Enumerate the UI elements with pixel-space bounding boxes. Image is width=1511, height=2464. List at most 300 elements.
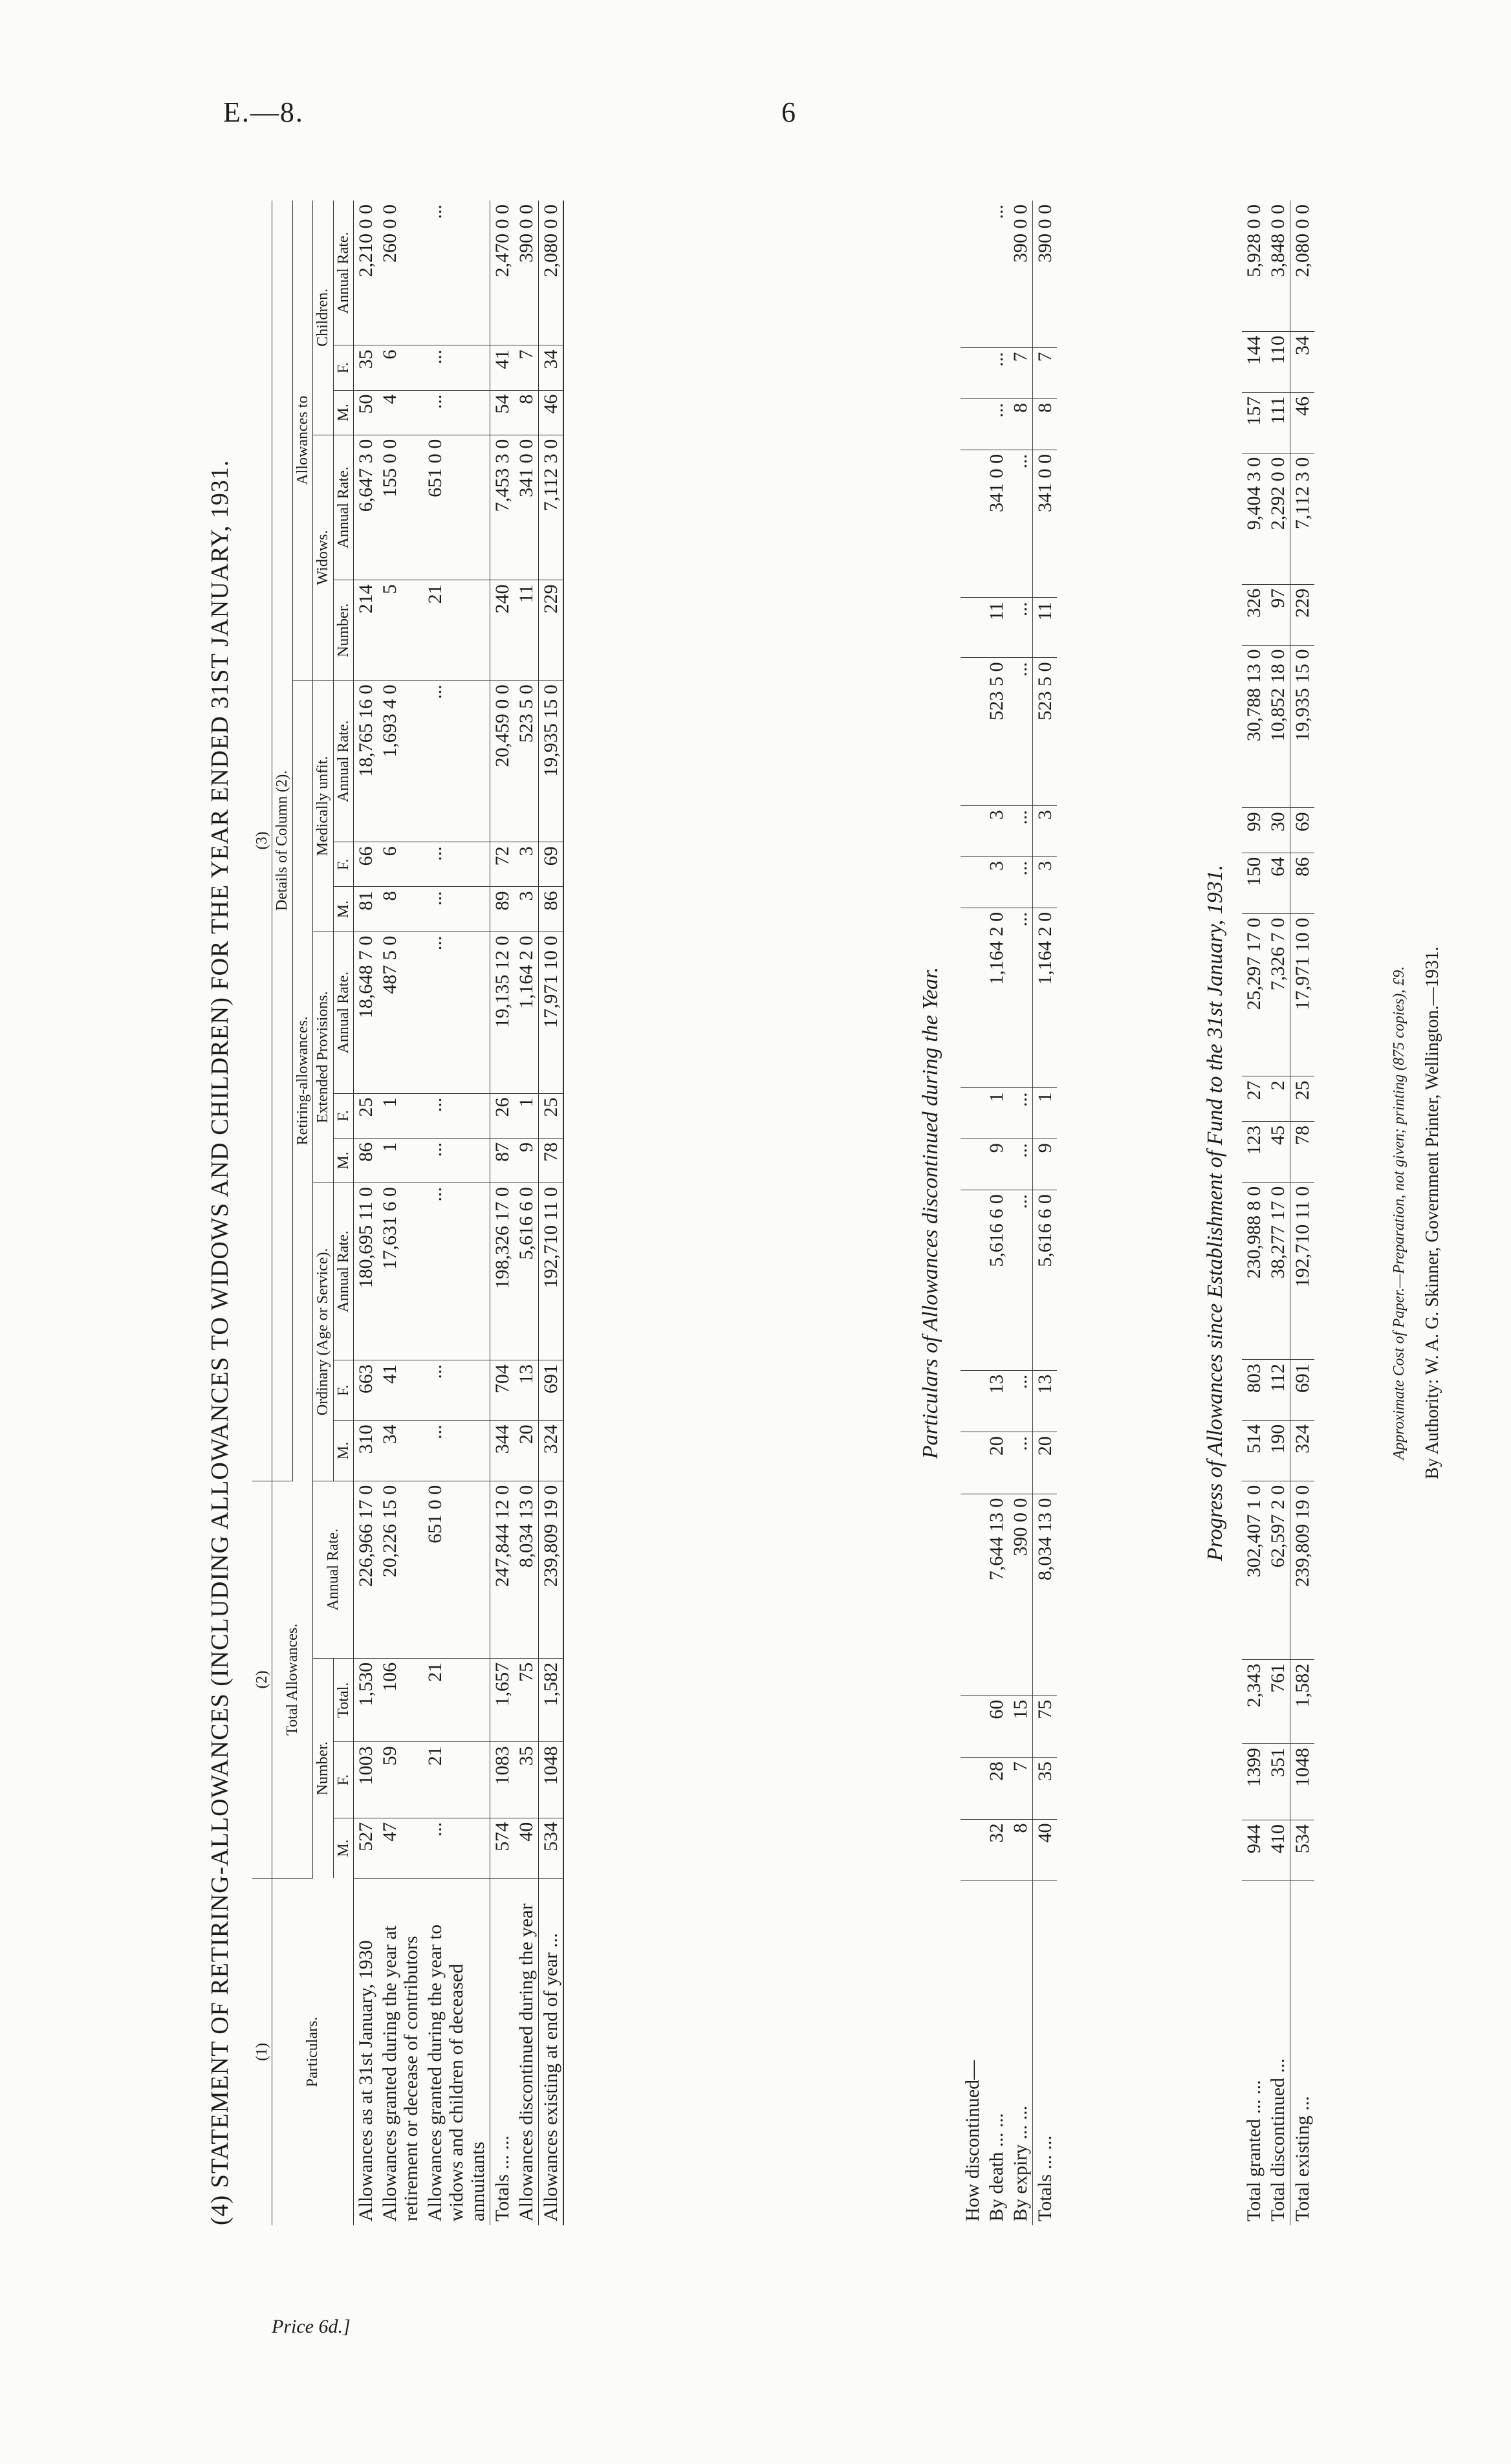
table-cell: 3 bbox=[1033, 857, 1058, 908]
table-cell: 351 bbox=[1266, 1744, 1290, 1820]
discontinued-title: Particulars of Allowances discontinued during the Year. bbox=[919, 966, 942, 1459]
table-cell: 7 bbox=[1008, 348, 1033, 399]
table-cell: 944 bbox=[1242, 1820, 1266, 1881]
f-head: F. bbox=[333, 842, 353, 887]
table-cell: 27 bbox=[1242, 1076, 1266, 1122]
table-cell: 66 bbox=[353, 842, 378, 887]
table-cell: 26 bbox=[490, 1093, 514, 1138]
table-cell: 18,765 16 0 bbox=[353, 681, 378, 842]
table-cell: 1,693 4 0 bbox=[378, 681, 423, 842]
table-cell: 240 bbox=[490, 580, 514, 681]
table-cell: ... bbox=[1008, 1432, 1033, 1494]
table-cell: 1,582 bbox=[1290, 1659, 1315, 1743]
table-cell: 41 bbox=[378, 1360, 423, 1421]
table-cell: 20 bbox=[984, 1432, 1008, 1494]
table-cell: ... bbox=[984, 399, 1008, 450]
table-cell: 34 bbox=[538, 345, 563, 390]
table-cell: 17,971 10 0 bbox=[1290, 913, 1315, 1076]
table-cell: 5 bbox=[378, 580, 423, 681]
table-cell: 8 bbox=[1008, 1819, 1033, 1881]
table-cell bbox=[961, 1819, 984, 1881]
price-note: Price 6d.] bbox=[272, 2316, 351, 2337]
ordinary-head: Ordinary (Age or Service). bbox=[313, 1183, 333, 1481]
number-head: Number. bbox=[313, 1658, 333, 1878]
table-cell: 5,616 6 0 bbox=[1033, 1190, 1058, 1371]
table-cell: 86 bbox=[538, 887, 563, 932]
table-cell: 20 bbox=[514, 1421, 539, 1481]
table-cell: 8 bbox=[1033, 399, 1058, 450]
table-cell: 7,112 3 0 bbox=[538, 435, 563, 580]
table-cell: 25 bbox=[353, 1093, 378, 1138]
table-cell: 1 bbox=[378, 1138, 423, 1183]
table-cell: ... bbox=[1008, 806, 1033, 857]
progress-title: Progress of Allowances since Establishment of Fund to the 31st January, 1931. bbox=[1203, 864, 1227, 1562]
table-row bbox=[423, 201, 490, 2225]
table-cell: 344 bbox=[490, 1421, 514, 1481]
table-cell: 691 bbox=[1290, 1360, 1315, 1421]
table-row bbox=[1242, 201, 1266, 2225]
table-cell: 514 bbox=[1242, 1420, 1266, 1481]
table-cell: 1,530 bbox=[353, 1658, 378, 1741]
row-label: Totals ... ... bbox=[1033, 1881, 1058, 2226]
table-cell: 310 bbox=[353, 1421, 378, 1481]
table-cell: 106 bbox=[378, 1658, 423, 1741]
table-cell: 8 bbox=[514, 390, 539, 435]
table-cell bbox=[961, 201, 984, 348]
table-cell: 2,210 0 0 bbox=[353, 201, 378, 345]
table-cell: 527 bbox=[353, 1818, 378, 1878]
row-label: By expiry ... ... bbox=[1010, 2105, 1031, 2221]
table-cell: 534 bbox=[1290, 1820, 1315, 1881]
table-cell: 72 bbox=[490, 842, 514, 887]
row-label: Totals ... ... bbox=[490, 1879, 514, 2226]
table-cell: 75 bbox=[1033, 1695, 1058, 1757]
table-cell: 7,453 3 0 bbox=[490, 435, 514, 580]
rotated-statement bbox=[206, 188, 1442, 2225]
row-label: Allowances granted during the year to widows and children of deceased annuitants bbox=[424, 1924, 488, 2221]
table-cell: 8,034 13 0 bbox=[514, 1481, 539, 1658]
table-cell: 5,616 6 0 bbox=[514, 1183, 539, 1360]
table-cell: 239,809 19 0 bbox=[538, 1481, 563, 1658]
table-cell: 34 bbox=[378, 1421, 423, 1481]
extended-head: Extended Provisions. bbox=[313, 932, 333, 1183]
table-cell: 192,710 11 0 bbox=[538, 1183, 563, 1360]
table-cell: 34 bbox=[1290, 331, 1315, 392]
table-cell: 144 bbox=[1242, 331, 1266, 392]
table-cell: 59 bbox=[378, 1742, 423, 1818]
table-cell: 2,292 0 0 bbox=[1266, 453, 1290, 584]
table-cell: 2,470 0 0 bbox=[490, 201, 514, 345]
table-cell bbox=[961, 399, 984, 450]
annual-rate-head: Annual Rate. bbox=[313, 1481, 354, 1658]
table-cell: 46 bbox=[538, 390, 563, 435]
table-cell: 87 bbox=[490, 1138, 514, 1183]
table-cell: 2 bbox=[1266, 1076, 1290, 1122]
table-cell: ... bbox=[984, 201, 1008, 348]
table-cell: 17,631 6 0 bbox=[378, 1183, 423, 1360]
table-cell: 1003 bbox=[353, 1742, 378, 1818]
table-cell: 247,844 12 0 bbox=[490, 1481, 514, 1658]
table-cell: ... bbox=[423, 1421, 490, 1481]
table-cell: 7,326 7 0 bbox=[1266, 913, 1290, 1076]
table-cell: 10,852 18 0 bbox=[1266, 645, 1290, 808]
table-cell: ... bbox=[423, 887, 490, 932]
f-head: F. bbox=[333, 1742, 353, 1818]
table-cell: 112 bbox=[1266, 1360, 1290, 1421]
table-cell bbox=[961, 348, 984, 399]
total-allowances-head: Total Allowances. bbox=[272, 1481, 313, 1878]
table-cell: 3 bbox=[514, 887, 539, 932]
table-cell: 15 bbox=[1008, 1695, 1033, 1757]
table-cell: 20 bbox=[1033, 1432, 1058, 1494]
table-cell bbox=[961, 1088, 984, 1139]
table-cell bbox=[961, 1370, 984, 1432]
table-cell: 7,112 3 0 bbox=[1290, 453, 1315, 584]
table-cell: 2,080 0 0 bbox=[538, 201, 563, 345]
table-cell: 3 bbox=[984, 806, 1008, 857]
table-cell: 19,135 12 0 bbox=[490, 932, 514, 1093]
table-cell: 1,164 2 0 bbox=[514, 932, 539, 1093]
table-cell: ... bbox=[984, 348, 1008, 399]
row-label: Total discontinued ... bbox=[1267, 2058, 1288, 2221]
m-head: M. bbox=[333, 887, 353, 932]
table-cell: 523 5 0 bbox=[1033, 658, 1058, 806]
table-cell: 229 bbox=[1290, 584, 1315, 645]
annual-rate-head: Annual Rate. bbox=[333, 932, 353, 1093]
table-cell: ... bbox=[1008, 658, 1033, 806]
table-cell: 523 5 0 bbox=[984, 658, 1008, 806]
table-cell: 54 bbox=[490, 390, 514, 435]
table-cell: 1083 bbox=[490, 1742, 514, 1818]
table-cell: 19,935 15 0 bbox=[538, 681, 563, 842]
row-label: Allowances granted during the year at retirement or decease of contributors bbox=[378, 1925, 422, 2221]
authority-note: By Authority: W. A. G. Skinner, Government Printer, Wellington.—1931. bbox=[1422, 946, 1442, 1479]
table-cell: 803 bbox=[1242, 1360, 1266, 1421]
table-cell: 574 bbox=[490, 1818, 514, 1878]
table-cell: ... bbox=[423, 932, 490, 1093]
table-cell: 25,297 17 0 bbox=[1242, 913, 1266, 1076]
table-cell: ... bbox=[423, 1183, 490, 1360]
table-cell: 123 bbox=[1242, 1122, 1266, 1183]
table-cell: 35 bbox=[353, 345, 378, 390]
table-cell: ... bbox=[423, 1093, 490, 1138]
table-cell bbox=[961, 1494, 984, 1695]
table-cell: 6,647 3 0 bbox=[353, 435, 378, 580]
table-cell: 78 bbox=[538, 1138, 563, 1183]
table-cell: 651 0 0 bbox=[423, 1481, 490, 1658]
table-row bbox=[961, 201, 984, 2225]
table-cell: 192,710 11 0 bbox=[1290, 1182, 1315, 1359]
table-cell: 155 0 0 bbox=[378, 435, 423, 580]
table-cell: 3 bbox=[514, 842, 539, 887]
table-cell: 62,597 2 0 bbox=[1266, 1481, 1290, 1659]
table-cell: 35 bbox=[1033, 1758, 1058, 1819]
table-row bbox=[1266, 201, 1290, 2225]
table-cell bbox=[961, 1190, 984, 1371]
table-cell: 30,788 13 0 bbox=[1242, 645, 1266, 808]
table-cell: 13 bbox=[984, 1370, 1008, 1432]
table-cell: 13 bbox=[514, 1360, 539, 1421]
table-cell: 110 bbox=[1266, 331, 1290, 392]
col-1-head: (1) bbox=[252, 1879, 272, 2226]
table-cell: 69 bbox=[538, 842, 563, 887]
total-head: Total. bbox=[333, 1658, 353, 1741]
table-cell: ... bbox=[1008, 1139, 1033, 1190]
details-head: Details of Column (2). bbox=[272, 201, 292, 1481]
table-cell: 410 bbox=[1266, 1820, 1290, 1881]
medically-head: Medically unfit. bbox=[313, 681, 333, 932]
annual-rate-head: Annual Rate. bbox=[333, 1183, 353, 1360]
table-row bbox=[538, 201, 563, 2225]
table-cell: 3,848 0 0 bbox=[1266, 201, 1290, 331]
children-head: Children. bbox=[313, 201, 333, 435]
table-cell: 239,809 19 0 bbox=[1290, 1481, 1315, 1659]
particulars-head: Particulars. bbox=[272, 1879, 354, 2226]
table-cell: 13 bbox=[1033, 1370, 1058, 1432]
table-cell: ... bbox=[1008, 1370, 1033, 1432]
table-cell: 38,277 17 0 bbox=[1266, 1182, 1290, 1359]
table-cell: 32 bbox=[984, 1819, 1008, 1881]
table-cell: 81 bbox=[353, 887, 378, 932]
table-cell: 86 bbox=[1290, 853, 1315, 913]
annual-rate-head: Annual Rate. bbox=[333, 435, 353, 580]
table-cell: 25 bbox=[1290, 1076, 1315, 1122]
number-head: Number. bbox=[333, 580, 353, 681]
table-cell: 99 bbox=[1242, 808, 1266, 853]
table-cell: 11 bbox=[1033, 598, 1058, 658]
table-cell bbox=[961, 598, 984, 658]
table-row bbox=[1033, 201, 1058, 2225]
table-cell: 20,226 15 0 bbox=[378, 1481, 423, 1658]
table-cell: 6 bbox=[378, 345, 423, 390]
table-cell: 326 bbox=[1242, 584, 1266, 645]
table-cell: ... bbox=[423, 1138, 490, 1183]
table-cell: 8 bbox=[1008, 399, 1033, 450]
table-cell: ... bbox=[423, 1818, 490, 1878]
table-cell: ... bbox=[423, 390, 490, 435]
table-cell: 651 0 0 bbox=[423, 435, 490, 580]
table-cell: 230,988 8 0 bbox=[1242, 1182, 1266, 1359]
table-cell: 4 bbox=[378, 390, 423, 435]
table-cell: 17,971 10 0 bbox=[538, 932, 563, 1093]
table-cell: 35 bbox=[514, 1742, 539, 1818]
table-cell: 229 bbox=[538, 580, 563, 681]
table-cell: 1,657 bbox=[490, 1658, 514, 1741]
col-3-head: (3) bbox=[252, 201, 272, 1481]
page-number: 6 bbox=[781, 96, 796, 128]
table-cell bbox=[961, 908, 984, 1088]
table-cell: 1 bbox=[514, 1093, 539, 1138]
table-cell: 1,164 2 0 bbox=[984, 908, 1008, 1088]
table-cell: 761 bbox=[1266, 1659, 1290, 1743]
table-cell: 226,966 17 0 bbox=[353, 1481, 378, 1658]
table-cell: 157 bbox=[1242, 392, 1266, 453]
table-cell: 2,343 bbox=[1242, 1659, 1266, 1743]
row-label: Total existing ... bbox=[1290, 1881, 1315, 2226]
table-cell bbox=[961, 1432, 984, 1494]
table-cell: 1 bbox=[984, 1088, 1008, 1139]
table-cell: 523 5 0 bbox=[514, 681, 539, 842]
table-row bbox=[1008, 201, 1033, 2225]
row-label: Allowances discontinued during the year bbox=[515, 1903, 537, 2221]
table-cell bbox=[961, 1758, 984, 1819]
table-cell: 46 bbox=[1290, 392, 1315, 453]
cost-note: Approximate Cost of Paper.—Preparation, not given; printing (875 copies), £9. bbox=[1391, 966, 1408, 1460]
table-cell: 3 bbox=[1033, 806, 1058, 857]
table-cell: 9,404 3 0 bbox=[1242, 453, 1266, 584]
row-label: By death ... ... bbox=[986, 2113, 1007, 2221]
table-cell: ... bbox=[423, 842, 490, 887]
f-head: F. bbox=[333, 345, 353, 390]
table-cell: 40 bbox=[514, 1818, 539, 1878]
table-cell: 1,164 2 0 bbox=[1033, 908, 1058, 1088]
table-cell: 25 bbox=[538, 1093, 563, 1138]
table-cell: 11 bbox=[984, 598, 1008, 658]
table-cell: 11 bbox=[514, 580, 539, 681]
table-cell: 86 bbox=[353, 1138, 378, 1183]
table-cell: ... bbox=[423, 681, 490, 842]
m-head: M. bbox=[333, 1818, 353, 1878]
progress-table bbox=[1242, 201, 1314, 2225]
retiring-head: Retiring-allowances. bbox=[292, 681, 312, 1481]
table-cell: 260 0 0 bbox=[378, 201, 423, 345]
table-cell bbox=[961, 1139, 984, 1190]
statement-title: (4) STATEMENT OF RETIRING-ALLOWANCES (INCLUDING ALLOWANCES TO WIDOWS AND CHILDREN) FOR THE YEAR ENDED 31ST JANUARY, 1931. bbox=[206, 459, 234, 2225]
row-label: Total granted ... ... bbox=[1243, 2080, 1265, 2221]
table-row bbox=[984, 201, 1008, 2225]
table-cell: 180,695 11 0 bbox=[353, 1183, 378, 1360]
table-row bbox=[514, 201, 539, 2225]
table-cell: 214 bbox=[353, 580, 378, 681]
table-cell: 8 bbox=[378, 887, 423, 932]
table-cell: 60 bbox=[984, 1695, 1008, 1757]
statement-table bbox=[252, 201, 564, 2225]
table-cell: 198,326 17 0 bbox=[490, 1183, 514, 1360]
table-cell: 3 bbox=[984, 857, 1008, 908]
table-cell: 8,034 13 0 bbox=[1033, 1494, 1058, 1695]
table-cell: 534 bbox=[538, 1818, 563, 1878]
table-cell: 30 bbox=[1266, 808, 1290, 853]
table-cell: 341 0 0 bbox=[984, 450, 1008, 598]
row-label: How discontinued— bbox=[962, 2060, 983, 2221]
table-cell: 50 bbox=[353, 390, 378, 435]
table-cell: 18,648 7 0 bbox=[353, 932, 378, 1093]
table-cell: 47 bbox=[378, 1818, 423, 1878]
table-cell: 2,080 0 0 bbox=[1290, 201, 1315, 331]
table-cell: 1 bbox=[378, 1093, 423, 1138]
table-cell: 691 bbox=[538, 1360, 563, 1421]
table-cell: 341 0 0 bbox=[514, 435, 539, 580]
table-row bbox=[490, 201, 514, 2225]
table-cell: 1399 bbox=[1242, 1744, 1266, 1820]
row-label: Allowances existing at end of year ... bbox=[538, 1879, 563, 2226]
table-cell: ... bbox=[1008, 1088, 1033, 1139]
table-cell: 21 bbox=[423, 1658, 490, 1741]
table-cell: 21 bbox=[423, 1742, 490, 1818]
table-cell: 9 bbox=[984, 1139, 1008, 1190]
table-cell: ... bbox=[423, 345, 490, 390]
table-cell: 390 0 0 bbox=[1033, 201, 1058, 348]
table-cell: 45 bbox=[1266, 1122, 1290, 1183]
table-cell: 6 bbox=[378, 842, 423, 887]
table-cell bbox=[961, 1695, 984, 1757]
annual-rate-head: Annual Rate. bbox=[333, 681, 353, 842]
table-cell: 190 bbox=[1266, 1420, 1290, 1481]
table-cell: 7 bbox=[514, 345, 539, 390]
table-cell bbox=[961, 658, 984, 806]
table-cell: 19,935 15 0 bbox=[1290, 645, 1315, 808]
table-row bbox=[353, 201, 378, 2225]
table-cell bbox=[961, 806, 984, 857]
table-cell: 111 bbox=[1266, 392, 1290, 453]
col-2-head: (2) bbox=[252, 1481, 272, 1878]
table-cell: 390 0 0 bbox=[514, 201, 539, 345]
table-cell: 9 bbox=[1033, 1139, 1058, 1190]
table-cell: 41 bbox=[490, 345, 514, 390]
table-cell: ... bbox=[1008, 450, 1033, 598]
table-cell: 341 0 0 bbox=[1033, 450, 1058, 598]
table-cell: 7 bbox=[1033, 348, 1058, 399]
table-cell: 390 0 0 bbox=[1008, 201, 1033, 348]
table-cell: 28 bbox=[984, 1758, 1008, 1819]
table-cell: 97 bbox=[1266, 584, 1290, 645]
table-cell: ... bbox=[1008, 598, 1033, 658]
m-head: M. bbox=[333, 390, 353, 435]
discontinued-table bbox=[961, 201, 1057, 2225]
table-cell: 20,459 0 0 bbox=[490, 681, 514, 842]
table-cell: 302,407 1 0 bbox=[1242, 1481, 1266, 1659]
table-cell bbox=[961, 857, 984, 908]
table-cell: ... bbox=[423, 1360, 490, 1421]
table-cell: 1,582 bbox=[538, 1658, 563, 1741]
table-cell: ... bbox=[1008, 908, 1033, 1088]
m-head: M. bbox=[333, 1138, 353, 1183]
table-cell: 1048 bbox=[538, 1742, 563, 1818]
table-cell: 324 bbox=[538, 1421, 563, 1481]
table-cell: 1048 bbox=[1290, 1744, 1315, 1820]
widows-head: Widows. bbox=[313, 435, 333, 680]
table-cell: 5,616 6 0 bbox=[984, 1190, 1008, 1371]
f-head: F. bbox=[333, 1360, 353, 1421]
table-cell: 1 bbox=[1033, 1088, 1058, 1139]
m-head: M. bbox=[333, 1421, 353, 1481]
table-cell: 40 bbox=[1033, 1819, 1058, 1881]
table-row bbox=[1290, 201, 1315, 2225]
annual-rate-head: Annual Rate. bbox=[333, 201, 353, 345]
allowances-to-head: Allowances to bbox=[292, 201, 312, 681]
table-cell: 5,928 0 0 bbox=[1242, 201, 1266, 331]
table-cell: 390 0 0 bbox=[1008, 1494, 1033, 1695]
table-cell: 324 bbox=[1290, 1420, 1315, 1481]
table-cell: 663 bbox=[353, 1360, 378, 1421]
table-cell: 150 bbox=[1242, 853, 1266, 913]
table-cell: 78 bbox=[1290, 1122, 1315, 1183]
table-cell: 7 bbox=[1008, 1758, 1033, 1819]
table-cell: 704 bbox=[490, 1360, 514, 1421]
table-cell: ... bbox=[423, 201, 490, 345]
table-cell: ... bbox=[1008, 1190, 1033, 1371]
table-cell: 487 5 0 bbox=[378, 932, 423, 1093]
f-head: F. bbox=[333, 1093, 353, 1138]
table-cell: 89 bbox=[490, 887, 514, 932]
table-cell: 69 bbox=[1290, 808, 1315, 853]
table-cell: 75 bbox=[514, 1658, 539, 1741]
row-label: Allowances as at 31st January, 1930 bbox=[354, 1940, 376, 2221]
table-cell bbox=[961, 450, 984, 598]
table-cell: 9 bbox=[514, 1138, 539, 1183]
table-cell: 64 bbox=[1266, 853, 1290, 913]
table-row bbox=[378, 201, 423, 2225]
